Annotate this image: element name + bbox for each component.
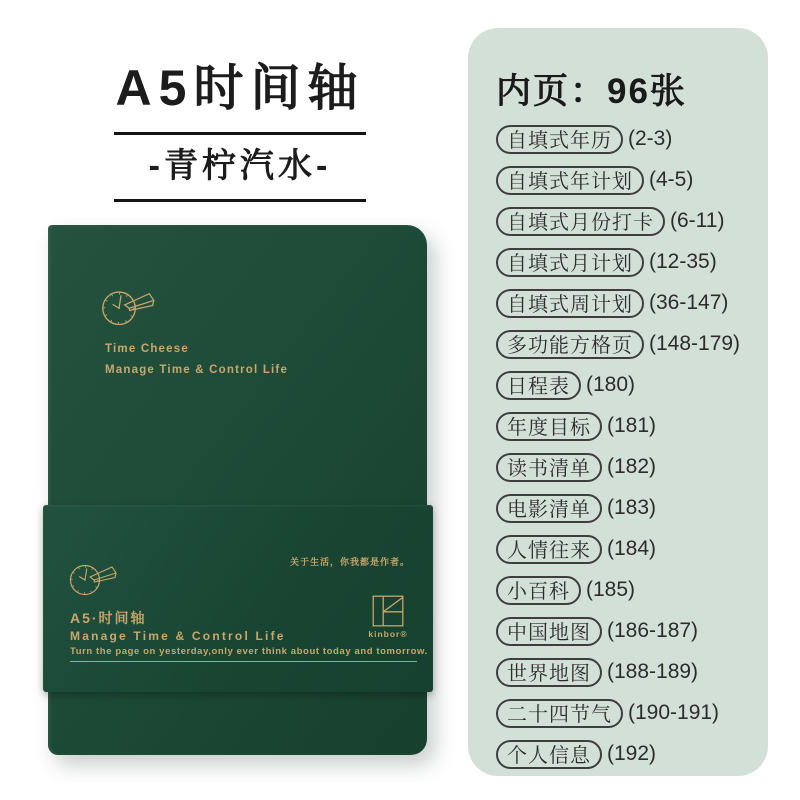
product-title: A5时间轴 xyxy=(115,60,365,116)
toc-item xyxy=(496,616,758,646)
section-pill xyxy=(496,494,602,523)
toc-item xyxy=(496,329,758,359)
section-pill xyxy=(496,207,665,236)
band-product-name: A5·时间轴 xyxy=(70,610,147,626)
product-subtitle: -青柠汽水- xyxy=(148,147,332,185)
band-tagline-text: Turn the page on yesterday,only ever think about today and tomorrow. xyxy=(70,646,428,657)
section-pill xyxy=(496,248,644,277)
section-label: 读书清单 xyxy=(507,457,591,480)
section-label: 自填式周计划 xyxy=(507,293,633,316)
brand-logo-text: kinbor® xyxy=(368,629,408,639)
brand-logo-block xyxy=(367,595,409,639)
section-label: 自填式月计划 xyxy=(507,252,633,275)
section-label: 自填式年历 xyxy=(507,129,612,152)
section-label: 电影清单 xyxy=(507,498,591,521)
section-pages: (4-5) xyxy=(649,168,694,191)
toc-item xyxy=(496,411,758,441)
clock-cheese-icon xyxy=(68,561,118,599)
section-pages: (192) xyxy=(607,742,657,765)
kinbor-logo-icon xyxy=(372,595,404,627)
band-quote-text: 关于生活，你我都是作者。 xyxy=(289,557,410,567)
section-label: 自填式年计划 xyxy=(507,170,633,193)
section-pill xyxy=(496,535,602,564)
section-label: 小百科 xyxy=(507,580,570,603)
section-pill xyxy=(496,166,644,195)
section-pill xyxy=(496,617,602,646)
clock-cheese-icon xyxy=(100,287,156,330)
toc-item xyxy=(496,247,758,277)
band-slogan-text: Manage Time & Control Life xyxy=(70,629,286,643)
toc-item xyxy=(496,165,758,195)
section-pill xyxy=(496,740,602,769)
toc-item xyxy=(496,288,758,318)
section-pages: (182) xyxy=(607,455,657,478)
section-pill xyxy=(496,330,644,359)
section-pages: (188-189) xyxy=(607,660,699,683)
section-pill xyxy=(496,699,623,728)
toc-item xyxy=(496,657,758,687)
section-pages: (190-191) xyxy=(628,701,720,724)
section-pages: (12-35) xyxy=(649,250,717,273)
toc-item xyxy=(496,452,758,482)
band-divider xyxy=(70,661,417,662)
toc-item xyxy=(496,124,758,154)
notebook xyxy=(43,225,433,755)
section-pages: (184) xyxy=(607,537,657,560)
toc-item xyxy=(496,493,758,523)
section-pages: (181) xyxy=(607,414,657,437)
section-pill xyxy=(496,453,602,482)
section-label: 多功能方格页 xyxy=(507,334,633,357)
title-divider xyxy=(114,132,366,135)
toc-item xyxy=(496,370,758,400)
toc-list xyxy=(496,124,758,780)
contents-panel xyxy=(468,28,768,776)
panel-heading: 内页：96张 xyxy=(496,72,687,111)
cover-brand-text: Time Cheese xyxy=(105,343,189,355)
section-pages: (186-187) xyxy=(607,619,699,642)
section-label: 中国地图 xyxy=(507,621,591,644)
section-pages: (36-147) xyxy=(649,291,729,314)
section-pages: (183) xyxy=(607,496,657,519)
section-pill xyxy=(496,658,602,687)
section-pill xyxy=(496,412,602,441)
section-pill xyxy=(496,576,581,605)
section-pill xyxy=(496,371,581,400)
section-label: 世界地图 xyxy=(507,662,591,685)
section-label: 二十四节气 xyxy=(507,703,612,726)
title-block xyxy=(0,56,480,202)
section-pages: (180) xyxy=(586,373,636,396)
belly-band xyxy=(43,505,433,692)
toc-item xyxy=(496,739,758,769)
section-label: 年度目标 xyxy=(507,416,591,439)
section-label: 人情往来 xyxy=(507,539,591,562)
cover-slogan-text: Manage Time & Control Life xyxy=(105,364,289,376)
section-label: 个人信息 xyxy=(507,744,591,767)
section-pages: (2-3) xyxy=(628,127,673,150)
section-pages: (148-179) xyxy=(649,332,741,355)
toc-item xyxy=(496,575,758,605)
section-pill xyxy=(496,125,623,154)
section-label: 日程表 xyxy=(507,375,570,398)
toc-item xyxy=(496,534,758,564)
subtitle-divider xyxy=(114,199,366,202)
toc-item xyxy=(496,698,758,728)
section-pages: (185) xyxy=(586,578,636,601)
section-pill xyxy=(496,289,644,318)
section-pages: (6-11) xyxy=(670,209,725,232)
section-label: 自填式月份打卡 xyxy=(507,211,654,234)
toc-item xyxy=(496,206,758,236)
